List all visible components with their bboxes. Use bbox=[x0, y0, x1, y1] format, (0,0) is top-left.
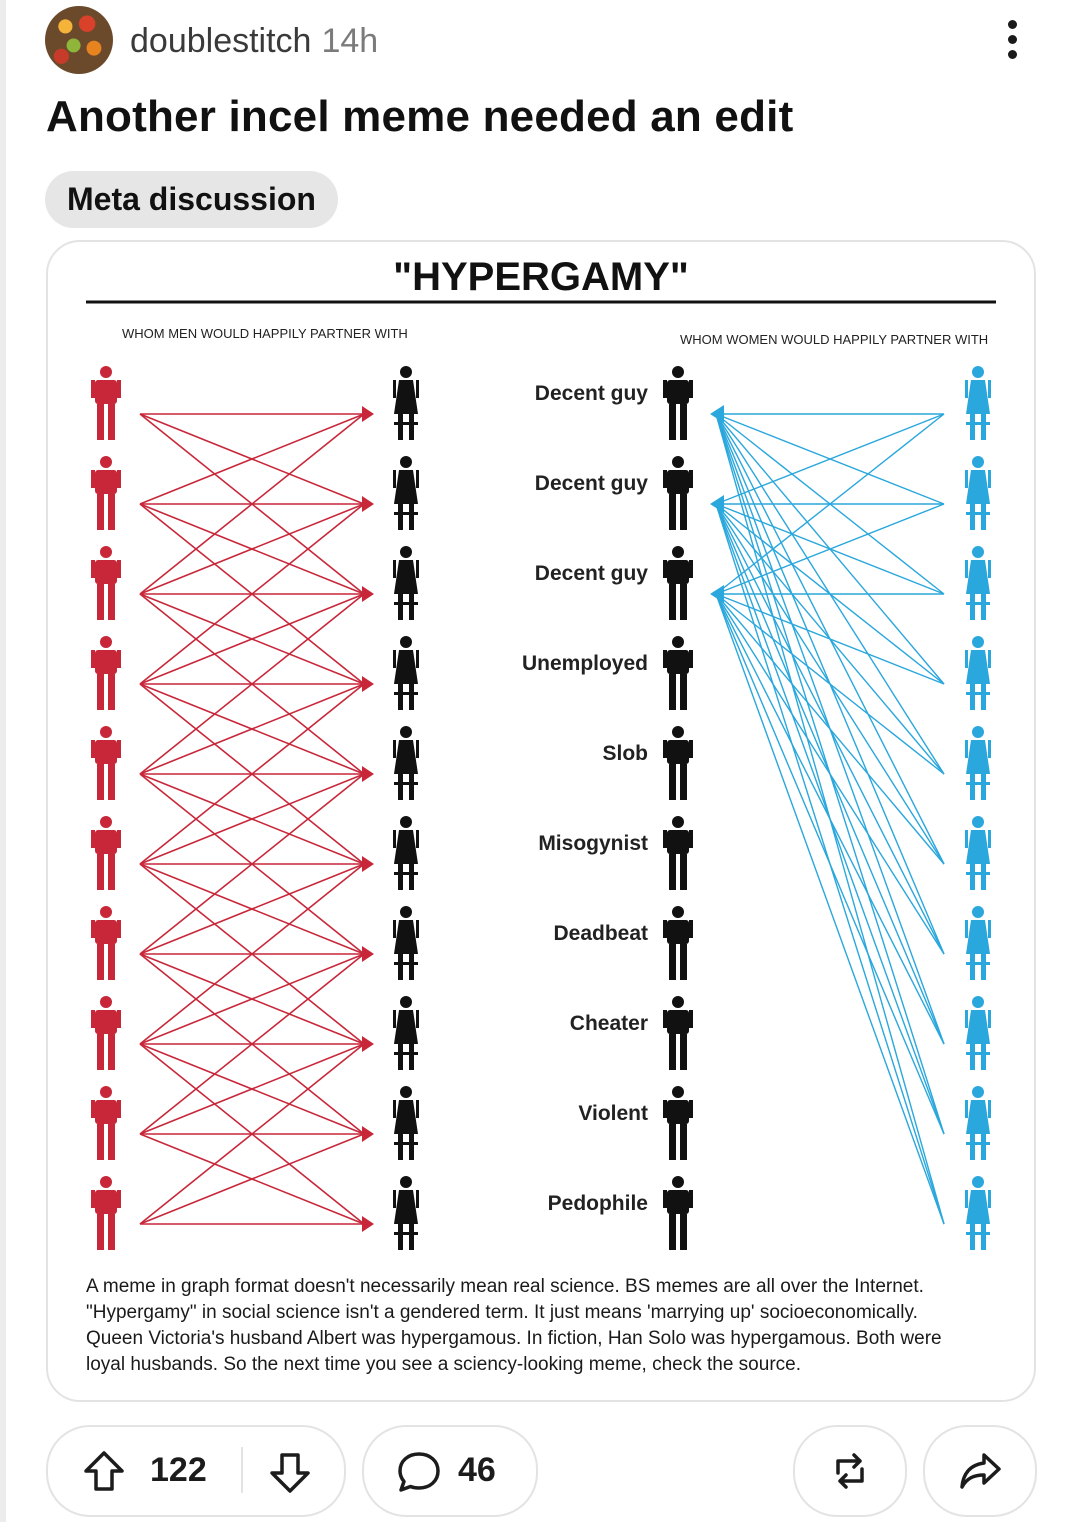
black-man-figure bbox=[663, 726, 693, 800]
man-label: Violent bbox=[578, 1102, 648, 1125]
black-man-figure bbox=[663, 816, 693, 890]
blue-link-line bbox=[716, 414, 944, 954]
man-label: Misogynist bbox=[538, 832, 648, 855]
red-arrowhead bbox=[362, 586, 374, 602]
man-label: Unemployed bbox=[521, 652, 648, 675]
blue-link-line bbox=[716, 414, 944, 1224]
blue-link-line bbox=[716, 504, 944, 1224]
men-labels bbox=[522, 382, 648, 1215]
man-label: Decent guy bbox=[534, 562, 648, 585]
blue-link-line bbox=[716, 414, 944, 684]
right-caption: WHOM WOMEN WOULD HAPPILY PARTNER WITH bbox=[680, 332, 989, 347]
red-arrowhead bbox=[362, 496, 374, 512]
black-woman-figure bbox=[393, 996, 419, 1070]
red-arrowhead bbox=[362, 766, 374, 782]
upvote-count: 122 bbox=[150, 1451, 207, 1489]
repost-button[interactable] bbox=[793, 1425, 907, 1517]
blue-link-line bbox=[716, 594, 944, 1224]
black-woman-figure bbox=[393, 1176, 419, 1250]
red-man-figure bbox=[91, 996, 121, 1070]
share-icon bbox=[958, 1449, 1002, 1493]
red-man-figure bbox=[91, 906, 121, 980]
black-man-figure bbox=[663, 1176, 693, 1250]
man-label: Pedophile bbox=[547, 1192, 648, 1215]
red-arrowhead bbox=[362, 856, 374, 872]
red-man-figure bbox=[91, 1176, 121, 1250]
red-arrowhead bbox=[362, 676, 374, 692]
red-man-figure bbox=[91, 546, 121, 620]
caption-line: A meme in graph format doesn't necessarily mean real science. BS memes are all over the Internet. bbox=[86, 1276, 924, 1297]
caption-line: Queen Victoria's husband Albert was hypergamous. In fiction, Han Solo was hypergamous. Both were bbox=[86, 1328, 942, 1349]
red-arrowhead bbox=[362, 946, 374, 962]
black-man-figure bbox=[663, 546, 693, 620]
left-edge bbox=[0, 0, 6, 1522]
black-man-figure bbox=[663, 906, 693, 980]
blue-woman-figure bbox=[965, 636, 991, 710]
men-partner-lines bbox=[140, 406, 374, 1232]
blue-link-line bbox=[716, 414, 944, 1134]
blue-woman-figure bbox=[965, 1176, 991, 1250]
red-arrowhead bbox=[362, 406, 374, 422]
man-label: Cheater bbox=[569, 1012, 648, 1035]
black-man-figure bbox=[663, 636, 693, 710]
upvote-icon[interactable] bbox=[82, 1449, 126, 1493]
blue-woman-figure bbox=[965, 906, 991, 980]
black-man-figure bbox=[663, 1086, 693, 1160]
share-button[interactable] bbox=[923, 1425, 1037, 1517]
black-woman-figure bbox=[393, 726, 419, 800]
username[interactable]: doublestitch bbox=[130, 22, 312, 60]
comment-count: 46 bbox=[458, 1451, 496, 1489]
red-arrowhead bbox=[362, 1216, 374, 1232]
avatar[interactable] bbox=[45, 6, 113, 74]
women-partner-lines bbox=[710, 405, 944, 1224]
downvote-icon[interactable] bbox=[268, 1451, 312, 1495]
vote-divider bbox=[241, 1447, 243, 1493]
red-man-figure bbox=[91, 816, 121, 890]
repost-icon bbox=[828, 1449, 872, 1493]
blue-woman-figure bbox=[965, 456, 991, 530]
black-woman-figure bbox=[393, 366, 419, 440]
man-label: Slob bbox=[602, 742, 648, 765]
man-label: Decent guy bbox=[534, 382, 648, 405]
more-icon[interactable] bbox=[1000, 20, 1024, 64]
blue-woman-figure bbox=[965, 996, 991, 1070]
blue-link-line bbox=[716, 414, 944, 864]
red-man-figure bbox=[91, 636, 121, 710]
meme-heading: "HYPERGAMY" bbox=[393, 255, 689, 299]
man-label: Decent guy bbox=[534, 472, 648, 495]
black-woman-figure bbox=[393, 456, 419, 530]
left-caption: WHOM MEN WOULD HAPPILY PARTNER WITH bbox=[122, 326, 408, 341]
blue-arrowhead bbox=[710, 585, 724, 603]
red-man-figure bbox=[91, 1086, 121, 1160]
blue-woman-figure bbox=[965, 726, 991, 800]
post-age: 14h bbox=[321, 22, 379, 60]
caption-line: "Hypergamy" in social science isn't a gendered term. It just means 'marrying up' socioeconomically. bbox=[86, 1302, 918, 1323]
caption-line: loyal husbands. So the next time you see a sciency-looking meme, check the source. bbox=[86, 1354, 801, 1375]
blue-link-line bbox=[716, 414, 944, 1044]
black-woman-figure bbox=[393, 546, 419, 620]
black-woman-figure bbox=[393, 636, 419, 710]
post-meta bbox=[130, 22, 378, 61]
red-arrowhead bbox=[362, 1126, 374, 1142]
comment-icon bbox=[396, 1449, 442, 1495]
man-label: Deadbeat bbox=[553, 922, 648, 945]
black-man-figure bbox=[663, 996, 693, 1070]
red-man-figure bbox=[91, 726, 121, 800]
blue-woman-figure bbox=[965, 816, 991, 890]
blue-arrowhead bbox=[710, 405, 724, 423]
comments-button[interactable] bbox=[362, 1425, 538, 1517]
meme-caption bbox=[86, 1276, 942, 1375]
flair-badge[interactable]: Meta discussion bbox=[45, 171, 338, 228]
post-image[interactable] bbox=[46, 240, 1036, 1402]
black-woman-figure bbox=[393, 906, 419, 980]
black-man-figure bbox=[663, 456, 693, 530]
blue-woman-figure bbox=[965, 546, 991, 620]
red-arrowhead bbox=[362, 1036, 374, 1052]
red-man-figure bbox=[91, 456, 121, 530]
black-woman-figure bbox=[393, 816, 419, 890]
blue-woman-figure bbox=[965, 366, 991, 440]
post-title[interactable]: Another incel meme needed an edit bbox=[46, 92, 794, 141]
red-man-figure bbox=[91, 366, 121, 440]
blue-arrowhead bbox=[710, 495, 724, 513]
black-man-figure bbox=[663, 366, 693, 440]
blue-woman-figure bbox=[965, 1086, 991, 1160]
black-woman-figure bbox=[393, 1086, 419, 1160]
vote-bar bbox=[46, 1425, 346, 1517]
